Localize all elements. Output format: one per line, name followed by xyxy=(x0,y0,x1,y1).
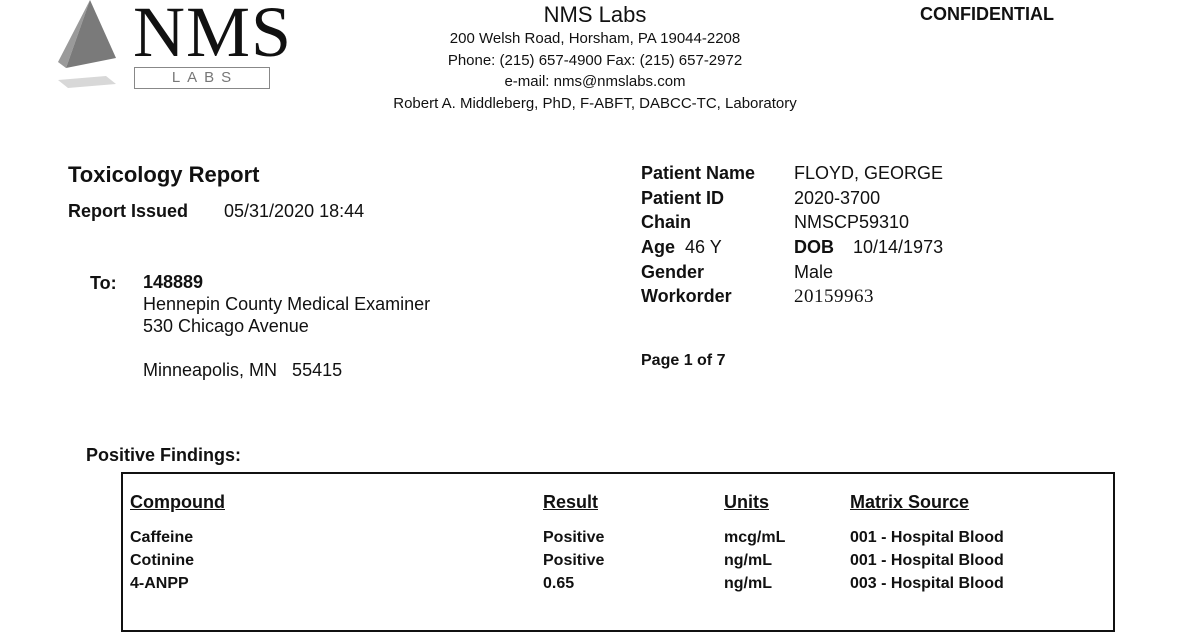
patient-id-label: Patient ID xyxy=(641,188,725,208)
column-header-units: Units xyxy=(724,492,769,512)
nms-labs-logo xyxy=(56,0,293,92)
result-cell: 0.65 xyxy=(543,575,575,592)
age-value: 46 Y xyxy=(685,237,722,257)
recipient-label: To: xyxy=(90,273,117,293)
lab-name: NMS Labs xyxy=(543,2,647,27)
result-cell: Positive xyxy=(543,552,605,569)
recipient-id: 148889 xyxy=(143,272,204,292)
workorder-label: Workorder xyxy=(641,286,732,306)
lab-phone-fax: Phone: (215) 657-4900 Fax: (215) 657-2972 xyxy=(447,51,743,69)
compound-cell: Caffeine xyxy=(130,529,194,546)
patient-name-label: Patient Name xyxy=(641,163,756,183)
column-header-result: Result xyxy=(543,492,599,512)
chain-value: NMSCP59310 xyxy=(794,212,910,232)
compound-cell: 4-ANPP xyxy=(130,575,189,592)
recipient-city: Minneapolis, MN 55415 xyxy=(143,360,343,380)
dob-label: DOB xyxy=(794,237,834,257)
lab-director: Robert A. Middleberg, PhD, F-ABFT, DABCC-TC, Laboratory xyxy=(393,94,797,112)
logo-wordmark: NMS xyxy=(133,0,293,72)
units-cell: ng/mL xyxy=(724,552,772,569)
patient-name-value: FLOYD, GEORGE xyxy=(794,163,944,183)
lab-address: 200 Welsh Road, Horsham, PA 19044-2208 xyxy=(449,30,741,47)
gender-label: Gender xyxy=(641,262,705,282)
report-title: Toxicology Report xyxy=(68,162,260,187)
recipient-street: 530 Chicago Avenue xyxy=(143,316,309,336)
confidential-label: CONFIDENTIAL xyxy=(920,4,1054,24)
chain-label: Chain xyxy=(641,212,692,232)
matrix-cell: 001 - Hospital Blood xyxy=(850,552,1004,569)
units-cell: mcg/mL xyxy=(724,529,786,546)
page-indicator: Page 1 of 7 xyxy=(641,352,726,369)
dob-value: 10/14/1973 xyxy=(853,237,944,257)
lab-header xyxy=(370,2,820,114)
matrix-cell: 003 - Hospital Blood xyxy=(850,575,1004,592)
lab-email: e-mail: nms@nmslabs.com xyxy=(504,73,686,90)
recipient-address xyxy=(143,271,430,381)
result-cell: Positive xyxy=(543,529,605,546)
report-issued-label: Report Issued xyxy=(68,201,189,221)
gender-value: Male xyxy=(794,262,834,282)
logo-subtitle: LABS xyxy=(134,67,270,89)
column-header-compound: Compound xyxy=(130,492,225,512)
findings-table xyxy=(121,472,1115,632)
pyramid-icon xyxy=(56,0,126,92)
compound-cell: Cotinine xyxy=(130,552,194,569)
recipient-name: Hennepin County Medical Examiner xyxy=(143,294,431,314)
units-cell: ng/mL xyxy=(724,575,772,592)
column-header-matrix-source: Matrix Source xyxy=(850,492,970,512)
workorder-value: 20159963 xyxy=(794,286,874,307)
report-issued-value: 05/31/2020 18:44 xyxy=(224,201,365,221)
findings-title: Positive Findings: xyxy=(86,445,242,465)
matrix-cell: 001 - Hospital Blood xyxy=(850,529,1004,546)
patient-id-value: 2020-3700 xyxy=(794,188,881,208)
age-label: Age xyxy=(641,237,676,257)
